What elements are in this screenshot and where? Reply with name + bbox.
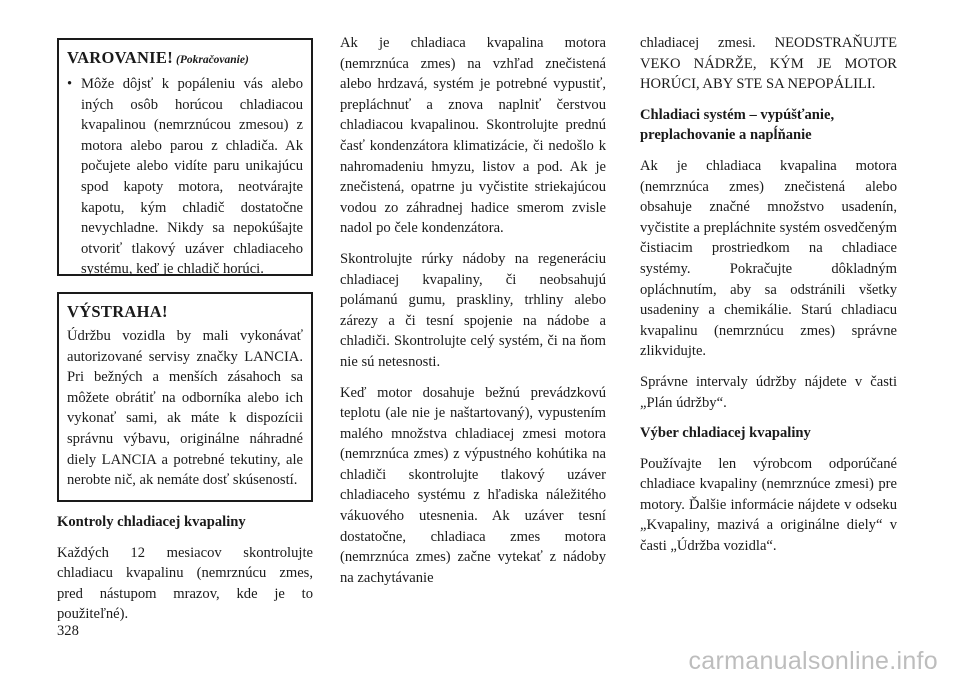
paragraph: Skontrolujte rúrky nádoby na regeneráciu chladiacej kvapaliny, či neobsahujú polámanú gumu, praskliny, trhliny alebo zárezy a či tesní spojenie na nádobe a chladiči. Skontrolujte celý systém, či na ňom nie sú netesnosti. [340,250,606,370]
bullet-icon: • [67,76,73,92]
warning-subtitle: (Pokračovanie) [176,54,249,66]
section-heading-coolant-checks: Kontroly chladiacej kvapaliny [57,514,246,530]
warning-title-text: VAROVANIE! [67,48,173,67]
paragraph: Ak je chladiaca kvapalina motora (nemrznúca zmes) na vzhľad znečistená alebo hrdzavá, systém je potrebné vypustiť, prepláchnuť a znova naplniť čerstvou chladiacou kvapalinou. Skontrolujte prednú časť kondenzátora klimatizácie, či nedošlo k nahromadeniu hmyzu, listov a pod. Ak je znečistená, opatrne ju vyčistite striekajúcou vodou zo záhradnej hadice smerom zvisle nadol po čele kondenzátora. [340,35,606,237]
caution-text: Údržbu vozidla by mali vykonávať autorizované servisy značky LANCIA. Pri bežných a menších zásahoch sa môžete obrátiť na odborníka alebo ich vykonať sami, ak máte k dispozícii správnu výbavu, originálne náhradné diely LANCIA a potrebné tekutiny, ale nerobte nič, ak nemáte dosť skúseností. [67,328,303,489]
paragraph: Správne intervaly údržby nájdete v časti „Plán údržby“. [640,373,897,411]
warning-text: Môže dôjsť k popáleniu vás alebo iných osôb horúcou chladiacou kvapalinou (nemrznúcou zmesou) z motora alebo parou z chladiča. Ak počujete alebo vidíte paru unikajúcu spod kapoty motora, neotvárajte kapotu, kým chladič dostatočne nevychladne. Nikdy sa nepokúšajte otvoriť tlakový uzáver chladiaceho systému, keď je chladič horúci. [81,76,303,278]
warning-title [67,48,303,70]
caution-title: VÝSTRAHA! [67,302,168,321]
paragraph: Používajte len výrobcom odporúčané chladiace kvapaliny (nemrznúce zmesi) pre motory. Ďalšie informácie nájdete v odseku „Kvapaliny, mazivá a originálne diely“ v časti „Údržba vozidla“. [640,455,897,555]
section-heading-drain-flush-refill: Chladiaci systém – vypúšťanie, preplachovanie a napĺňanie [640,106,835,144]
paragraph: Ak je chladiaca kvapalina motora (nemrznúca zmes) znečistená alebo obsahuje značné množstvo usadenín, vyčistite a prepláchnite systém osvedčeným čistiacim prostriedkom na chladiace systémy. Pokračujte dôkladným opláchnutím, aby sa odstránili všetky usadeniny a chemikálie. Starú chladiacu kvapalinu (nemrznúcu zmes) správne zlikvidujte. [640,157,897,360]
warning-bullet-item [67,74,303,280]
watermark: carmanualsonline.info [688,647,938,675]
caution-box [57,292,313,502]
section-heading-coolant-selection: Výber chladiacej kvapaliny [640,425,811,442]
middle-column [340,33,606,598]
warning-box [57,38,313,276]
right-column [640,33,897,567]
paragraph: Keď motor dosahuje bežnú prevádzkovú teplotu (ale nie je naštartovaný), vypustením malého množstva chladiacej zmesi motora (nemrznúca zmes) z výpustného kohútika na chladiči skontrolujte tlakový uzáver chladiaceho systému z hľadiska náležitého vákuového utesnenia. Ak uzáver tesní dostatočne, chladiaca zmes motora (nemrznúca zmes) začne vytekať z nádoby na zachytávanie [340,384,606,586]
page-number: 328 [57,623,79,639]
paragraph: chladiacej zmesi. NEODSTRAŇUJTE VEKO NÁDRŽE, KÝM JE MOTOR HORÚCI, ABY STE SA NEPOPÁLILI. [640,35,897,93]
left-column [57,38,313,635]
paragraph: Každých 12 mesiacov skontrolujte chladiacu kvapalinu (nemrznúcu zmes, pred nástupom mrazov, kde je to použiteľné). [57,544,313,623]
